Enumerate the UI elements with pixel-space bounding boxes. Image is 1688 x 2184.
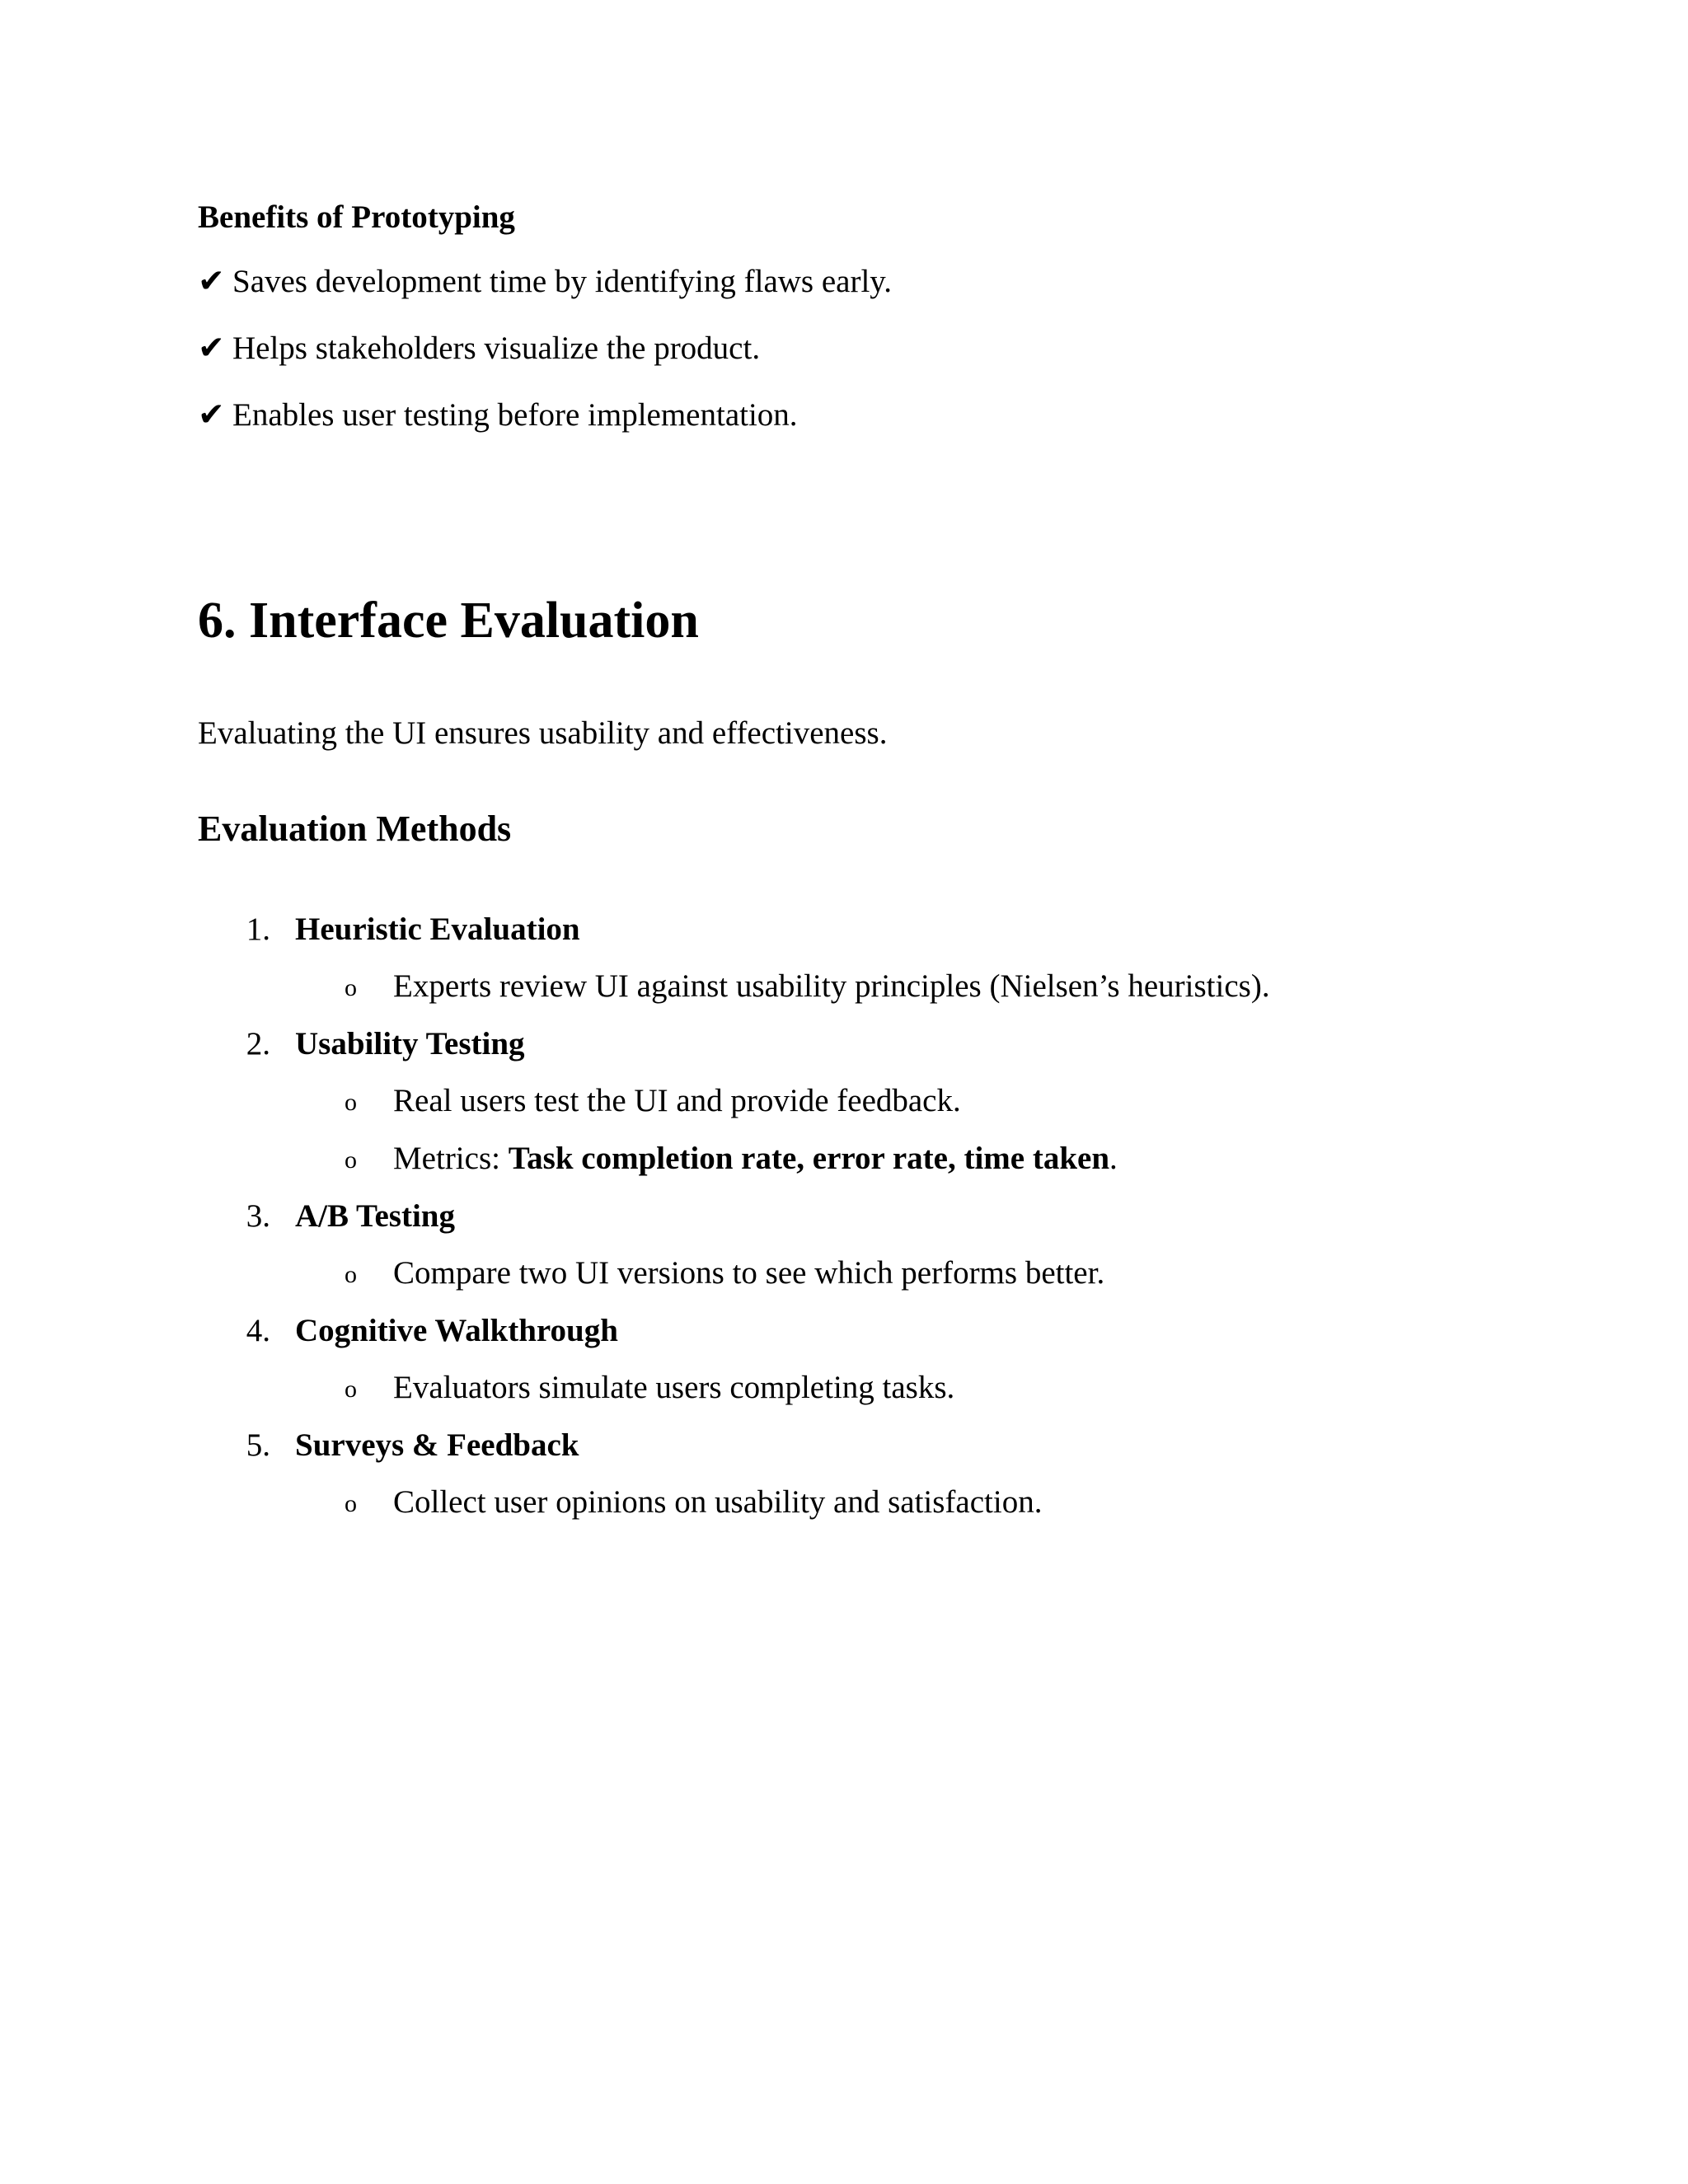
benefit-item [198,265,892,298]
benefits-heading: Benefits of Prototyping [198,199,515,235]
checkmark-icon: ✔ [198,397,225,433]
method-number: 5. [246,1427,270,1463]
circle-bullet-icon: o [345,974,357,1001]
benefit-text: Saves development time by identifying flaws early. [232,264,893,299]
method-title: Surveys & Feedback [295,1427,579,1463]
method-title: A/B Testing [295,1198,455,1234]
method-number: 2. [246,1026,270,1062]
method-number: 4. [246,1313,270,1348]
benefit-text: Enables user testing before implementation. [232,397,798,433]
circle-bullet-icon: o [345,1490,357,1517]
method-detail: Real users test the UI and provide feedback. [393,1083,961,1118]
section-intro: Evaluating the UI ensures usability and effectiveness. [198,715,888,751]
method-detail: Collect user opinions on usability and satisfaction. [393,1484,1043,1520]
checkmark-icon: ✔ [198,330,225,366]
methods-heading: Evaluation Methods [198,808,512,849]
method-title: Cognitive Walkthrough [295,1313,618,1348]
benefit-item [198,399,798,431]
method-title: Heuristic Evaluation [295,912,580,947]
benefit-text: Helps stakeholders visualize the product. [232,330,761,366]
method-detail: Experts review UI against usability principles (Nielsen’s heuristics). [393,968,1270,1004]
method-number: 1. [246,912,270,947]
section-title: 6. Interface Evaluation [198,593,699,649]
checkmark-icon: ✔ [198,264,225,299]
method-detail-metrics: Metrics: Task completion rate, error rate, time taken. [393,1141,1118,1176]
metrics-emphasis: Task completion rate, error rate, time taken [508,1141,1110,1176]
method-number: 3. [246,1198,270,1234]
circle-bullet-icon: o [345,1261,357,1288]
method-detail: Evaluators simulate users completing tasks. [393,1370,955,1405]
circle-bullet-icon: o [345,1376,357,1403]
circle-bullet-icon: o [345,1146,357,1174]
benefit-item [198,332,760,364]
method-title: Usability Testing [295,1026,525,1062]
circle-bullet-icon: o [345,1089,357,1116]
method-detail: Compare two UI versions to see which performs better. [393,1255,1105,1291]
